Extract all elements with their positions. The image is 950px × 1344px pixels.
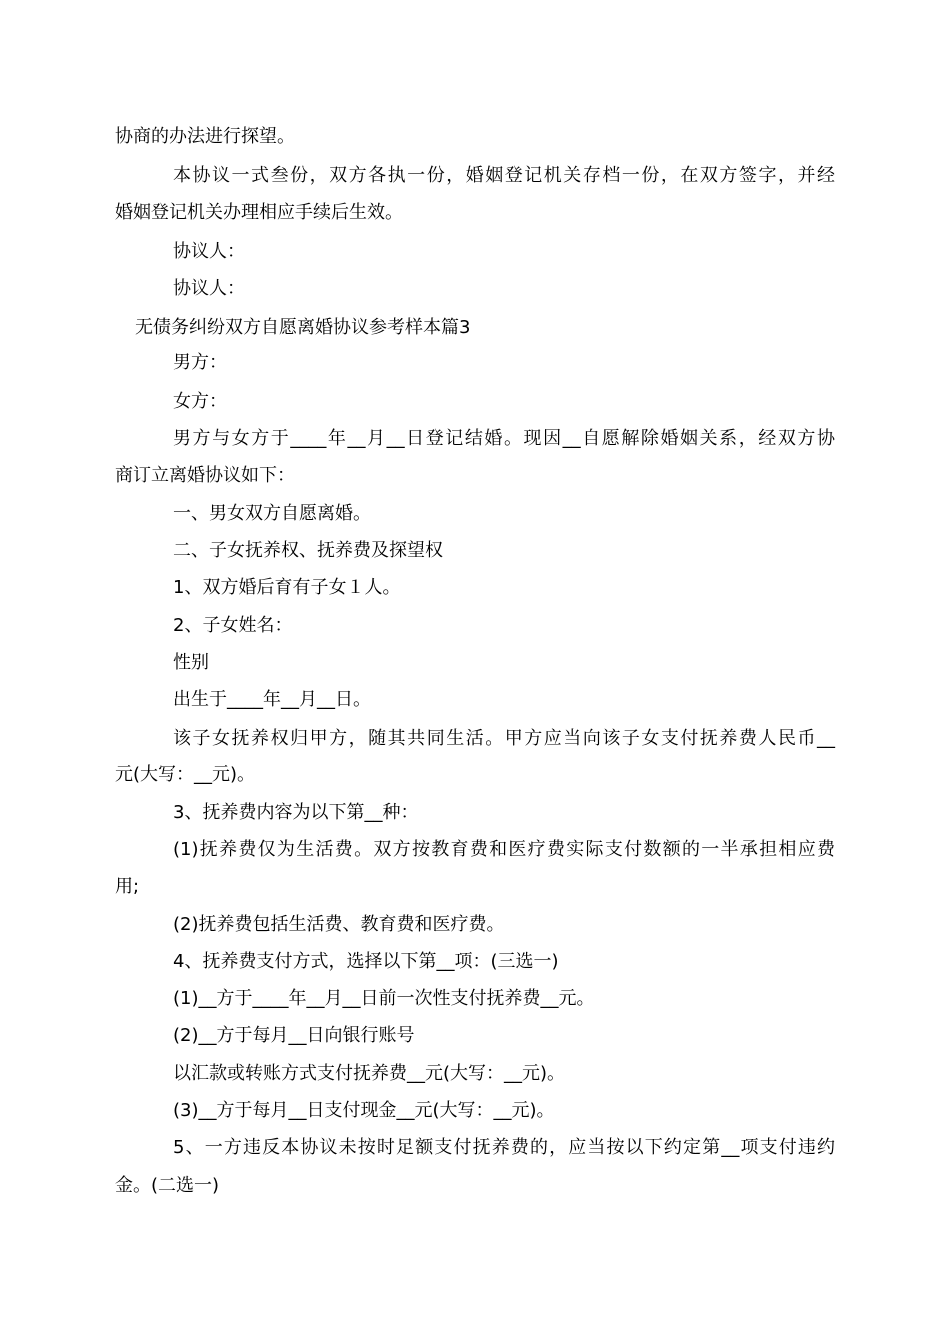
- paragraph-line: (1)抚养费仅为生活费。双方按教育费和医疗费实际支付数额的一半承担相应费: [173, 839, 835, 860]
- clause-item: 二、子女抚养权、抚养费及探望权: [173, 540, 443, 561]
- paragraph-line: 5、一方违反本协议未按时足额支付抚养费的，应当按以下约定第__项支付违约: [173, 1137, 835, 1158]
- paragraph-line: 元(大写：__元)。: [115, 764, 256, 785]
- paragraph-line: 本协议一式叁份，双方各执一份，婚姻登记机关存档一份，在双方签字，并经: [173, 165, 835, 186]
- party-label-female: 女方：: [173, 391, 227, 412]
- section-heading: 无债务纠纷双方自愿离婚协议参考样本篇3: [135, 317, 471, 338]
- paragraph-line: 男方与女方于____年__月__日登记结婚。现因__自愿解除婚姻关系，经双方协: [173, 428, 835, 449]
- paragraph-line: 金。(二选一): [115, 1175, 220, 1196]
- paragraph-line: 协商的办法进行探望。: [115, 126, 295, 147]
- clause-item: (1)__方于____年__月__日前一次性支付抚养费__元。: [173, 988, 595, 1009]
- paragraph-line: 该子女抚养权归甲方，随其共同生活。甲方应当向该子女支付抚养费人民币__: [173, 728, 835, 749]
- clause-item: 一、男女双方自愿离婚。: [173, 503, 371, 524]
- clause-item: 4、抚养费支付方式，选择以下第__项：(三选一): [173, 951, 559, 972]
- paragraph-line: 用;: [115, 876, 140, 897]
- clause-item: 性别: [173, 652, 209, 673]
- clause-item: 出生于____年__月__日。: [173, 689, 371, 710]
- clause-item: 2、子女姓名：: [173, 615, 293, 636]
- clause-item: 以汇款或转账方式支付抚养费__元(大写：__元)。: [173, 1063, 566, 1084]
- paragraph-line: 商订立离婚协议如下：: [115, 465, 295, 486]
- clause-item: (2)__方于每月__日向银行账号: [173, 1025, 415, 1046]
- clause-item: 3、抚养费内容为以下第__种：: [173, 802, 419, 823]
- party-label-male: 男方：: [173, 352, 227, 373]
- clause-item: (2)抚养费包括生活费、教育费和医疗费。: [173, 914, 505, 935]
- clause-item: 1、双方婚后育有子女１人。: [173, 577, 401, 598]
- signatory-label: 协议人：: [173, 241, 245, 262]
- paragraph-line: 婚姻登记机关办理相应手续后生效。: [115, 202, 403, 223]
- signatory-label: 协议人：: [173, 278, 245, 299]
- clause-item: (3)__方于每月__日支付现金__元(大写：__元)。: [173, 1100, 555, 1121]
